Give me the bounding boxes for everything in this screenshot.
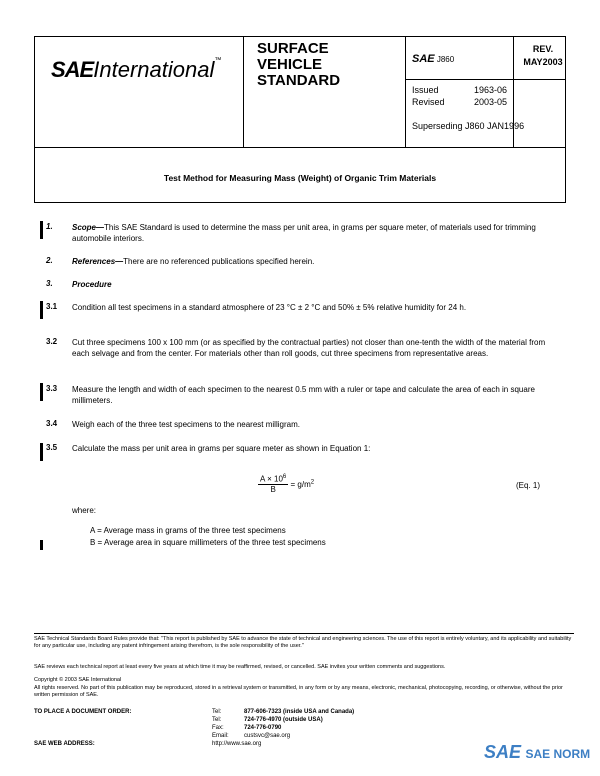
revised-value: 2003-05 xyxy=(474,97,508,107)
order-label: TO PLACE A DOCUMENT ORDER: xyxy=(34,709,132,715)
section-3-number: 3. xyxy=(46,279,53,288)
issued-label: Issued xyxy=(412,85,439,95)
document-title: Test Method for Measuring Mass (Weight) of Organic Trim Materials xyxy=(163,173,437,183)
footer-policy: SAE Technical Standards Board Rules provide that: "This report is published by SAE to advance the state of technical and engineering sciences. The use of this report is entirely voluntary, and its applicability and suitability for any particular use, including any patent infringement arising therefrom, is the sole responsibility of the user." xyxy=(34,636,572,649)
brand-sae: SAE xyxy=(484,742,522,762)
fax-value: 724-776-0790 xyxy=(244,725,282,731)
footer-copyright: Copyright © 2003 SAE International xyxy=(34,677,122,683)
web-label: SAE WEB ADDRESS: xyxy=(34,741,95,747)
email-label: Email: xyxy=(212,733,229,739)
change-bar xyxy=(40,301,43,319)
eq-result-exponent: 2 xyxy=(310,479,315,485)
section-3 xyxy=(72,279,550,290)
eq-denominator: B xyxy=(270,484,276,494)
where-label: where: xyxy=(72,506,97,515)
revised-label: Revised xyxy=(412,97,445,107)
eq-numerator xyxy=(258,474,288,485)
section-1 xyxy=(72,222,550,244)
sae-international-logo xyxy=(51,57,221,83)
standard-line-3: STANDARD xyxy=(257,72,341,89)
superseding: Superseding J860 JAN1996 xyxy=(412,121,525,131)
section-3-5-number: 3.5 xyxy=(46,443,58,452)
change-bar xyxy=(40,221,43,239)
brand-norm: SAE NORM xyxy=(525,747,591,761)
title-box xyxy=(34,147,566,203)
rev-value: MAY2003 xyxy=(523,57,563,67)
document-number xyxy=(412,53,454,65)
doc-mark: SAE xyxy=(412,53,435,65)
header-box xyxy=(34,36,566,148)
issued-row xyxy=(412,85,508,95)
section-3-2-text: Cut three specimens 100 x 100 mm (or as specified by the contractual parties) not closer than one-tenth the width of the material from each selvage and from the center. For materials other than roll goods, cut three specimens from representative areas. xyxy=(72,338,546,358)
equation-1 xyxy=(258,474,314,494)
eq-numerator-text: A × 10 xyxy=(260,474,283,484)
eq-exponent: 6 xyxy=(282,474,287,480)
section-2-heading: References— xyxy=(72,257,124,266)
footer-rule xyxy=(34,633,574,634)
email-value[interactable]: custsvc@sae.org xyxy=(244,733,291,739)
definition-b: B = Average area in square millimeters of the three test specimens xyxy=(90,538,326,547)
change-bar xyxy=(40,383,43,401)
rev-label: REV. xyxy=(532,44,554,54)
tel-value: 877-606-7323 (inside USA and Canada) xyxy=(244,709,355,715)
tel2-value: 724-776-4970 (outside USA) xyxy=(244,717,323,723)
section-1-heading: Scope— xyxy=(72,223,105,232)
logo-trademark: ™ xyxy=(214,57,222,64)
standard-line-1: SURFACE xyxy=(257,40,329,57)
eq-result xyxy=(291,480,315,489)
standard-type xyxy=(257,41,340,89)
issued-value: 1963-06 xyxy=(474,85,508,95)
section-3-2-number: 3.2 xyxy=(46,337,58,346)
standard-line-2: VEHICLE xyxy=(257,56,323,73)
fax-label: Fax: xyxy=(212,725,224,731)
section-3-1-text: Condition all test specimens in a standard atmosphere of 23 °C ± 2 °C and 50% ± 5% relative humidity for 24 h. xyxy=(72,303,467,312)
tel-label: Tel: xyxy=(212,709,222,715)
section-3-heading: Procedure xyxy=(72,280,112,289)
footer-review: SAE reviews each technical report at least every five years at which time it may be reaffirmed, revised, or cancelled. SAE invites your written comments and suggestions. xyxy=(34,664,446,670)
eq-result-text: = g/m xyxy=(290,479,311,489)
header-rule xyxy=(405,79,565,80)
logo-international: International xyxy=(93,57,215,82)
doc-number-value: J860 xyxy=(436,55,455,64)
section-2 xyxy=(72,256,550,267)
sae-norm-brand xyxy=(484,742,590,763)
web-value[interactable]: http://www.sae.org xyxy=(212,741,262,747)
section-3-5-text: Calculate the mass per unit area in grams per square meter as shown in Equation 1: xyxy=(72,444,371,453)
logo-sae: SAE xyxy=(51,57,94,82)
section-1-text: This SAE Standard is used to determine the mass per unit area, in grams per square meter, of materials used for trimming automobile interiors. xyxy=(72,223,536,243)
section-3-4-text: Weigh each of the three test specimens to the nearest milligram. xyxy=(72,420,300,429)
footer-rights: All rights reserved. No part of this publication may be reproduced, stored in a retrieval system or transmitted, in any form or by any means, electronic, mechanical, photocopying, recording, or otherwise, without the prior written permission of SAE. xyxy=(34,685,563,698)
header-divider xyxy=(405,37,406,147)
header-divider xyxy=(243,37,244,147)
tel2-label: Tel: xyxy=(212,717,222,723)
eq-label: (Eq. 1) xyxy=(516,481,541,490)
revision-box xyxy=(519,43,567,69)
section-3-3-number: 3.3 xyxy=(46,384,58,393)
section-3-4-number: 3.4 xyxy=(46,419,58,428)
change-bar xyxy=(40,540,43,550)
section-1-number: 1. xyxy=(46,222,53,231)
section-3-1-number: 3.1 xyxy=(46,302,58,311)
section-2-text: There are no referenced publications specified herein. xyxy=(123,257,315,266)
change-bar xyxy=(40,443,43,461)
definition-a: A = Average mass in grams of the three test specimens xyxy=(90,526,286,535)
section-3-3-text: Measure the length and width of each specimen to the nearest 0.5 mm with a ruler or tape and calculate the area of each in square millimeters. xyxy=(72,385,535,405)
revised-row xyxy=(412,97,508,107)
section-2-number: 2. xyxy=(46,256,53,265)
